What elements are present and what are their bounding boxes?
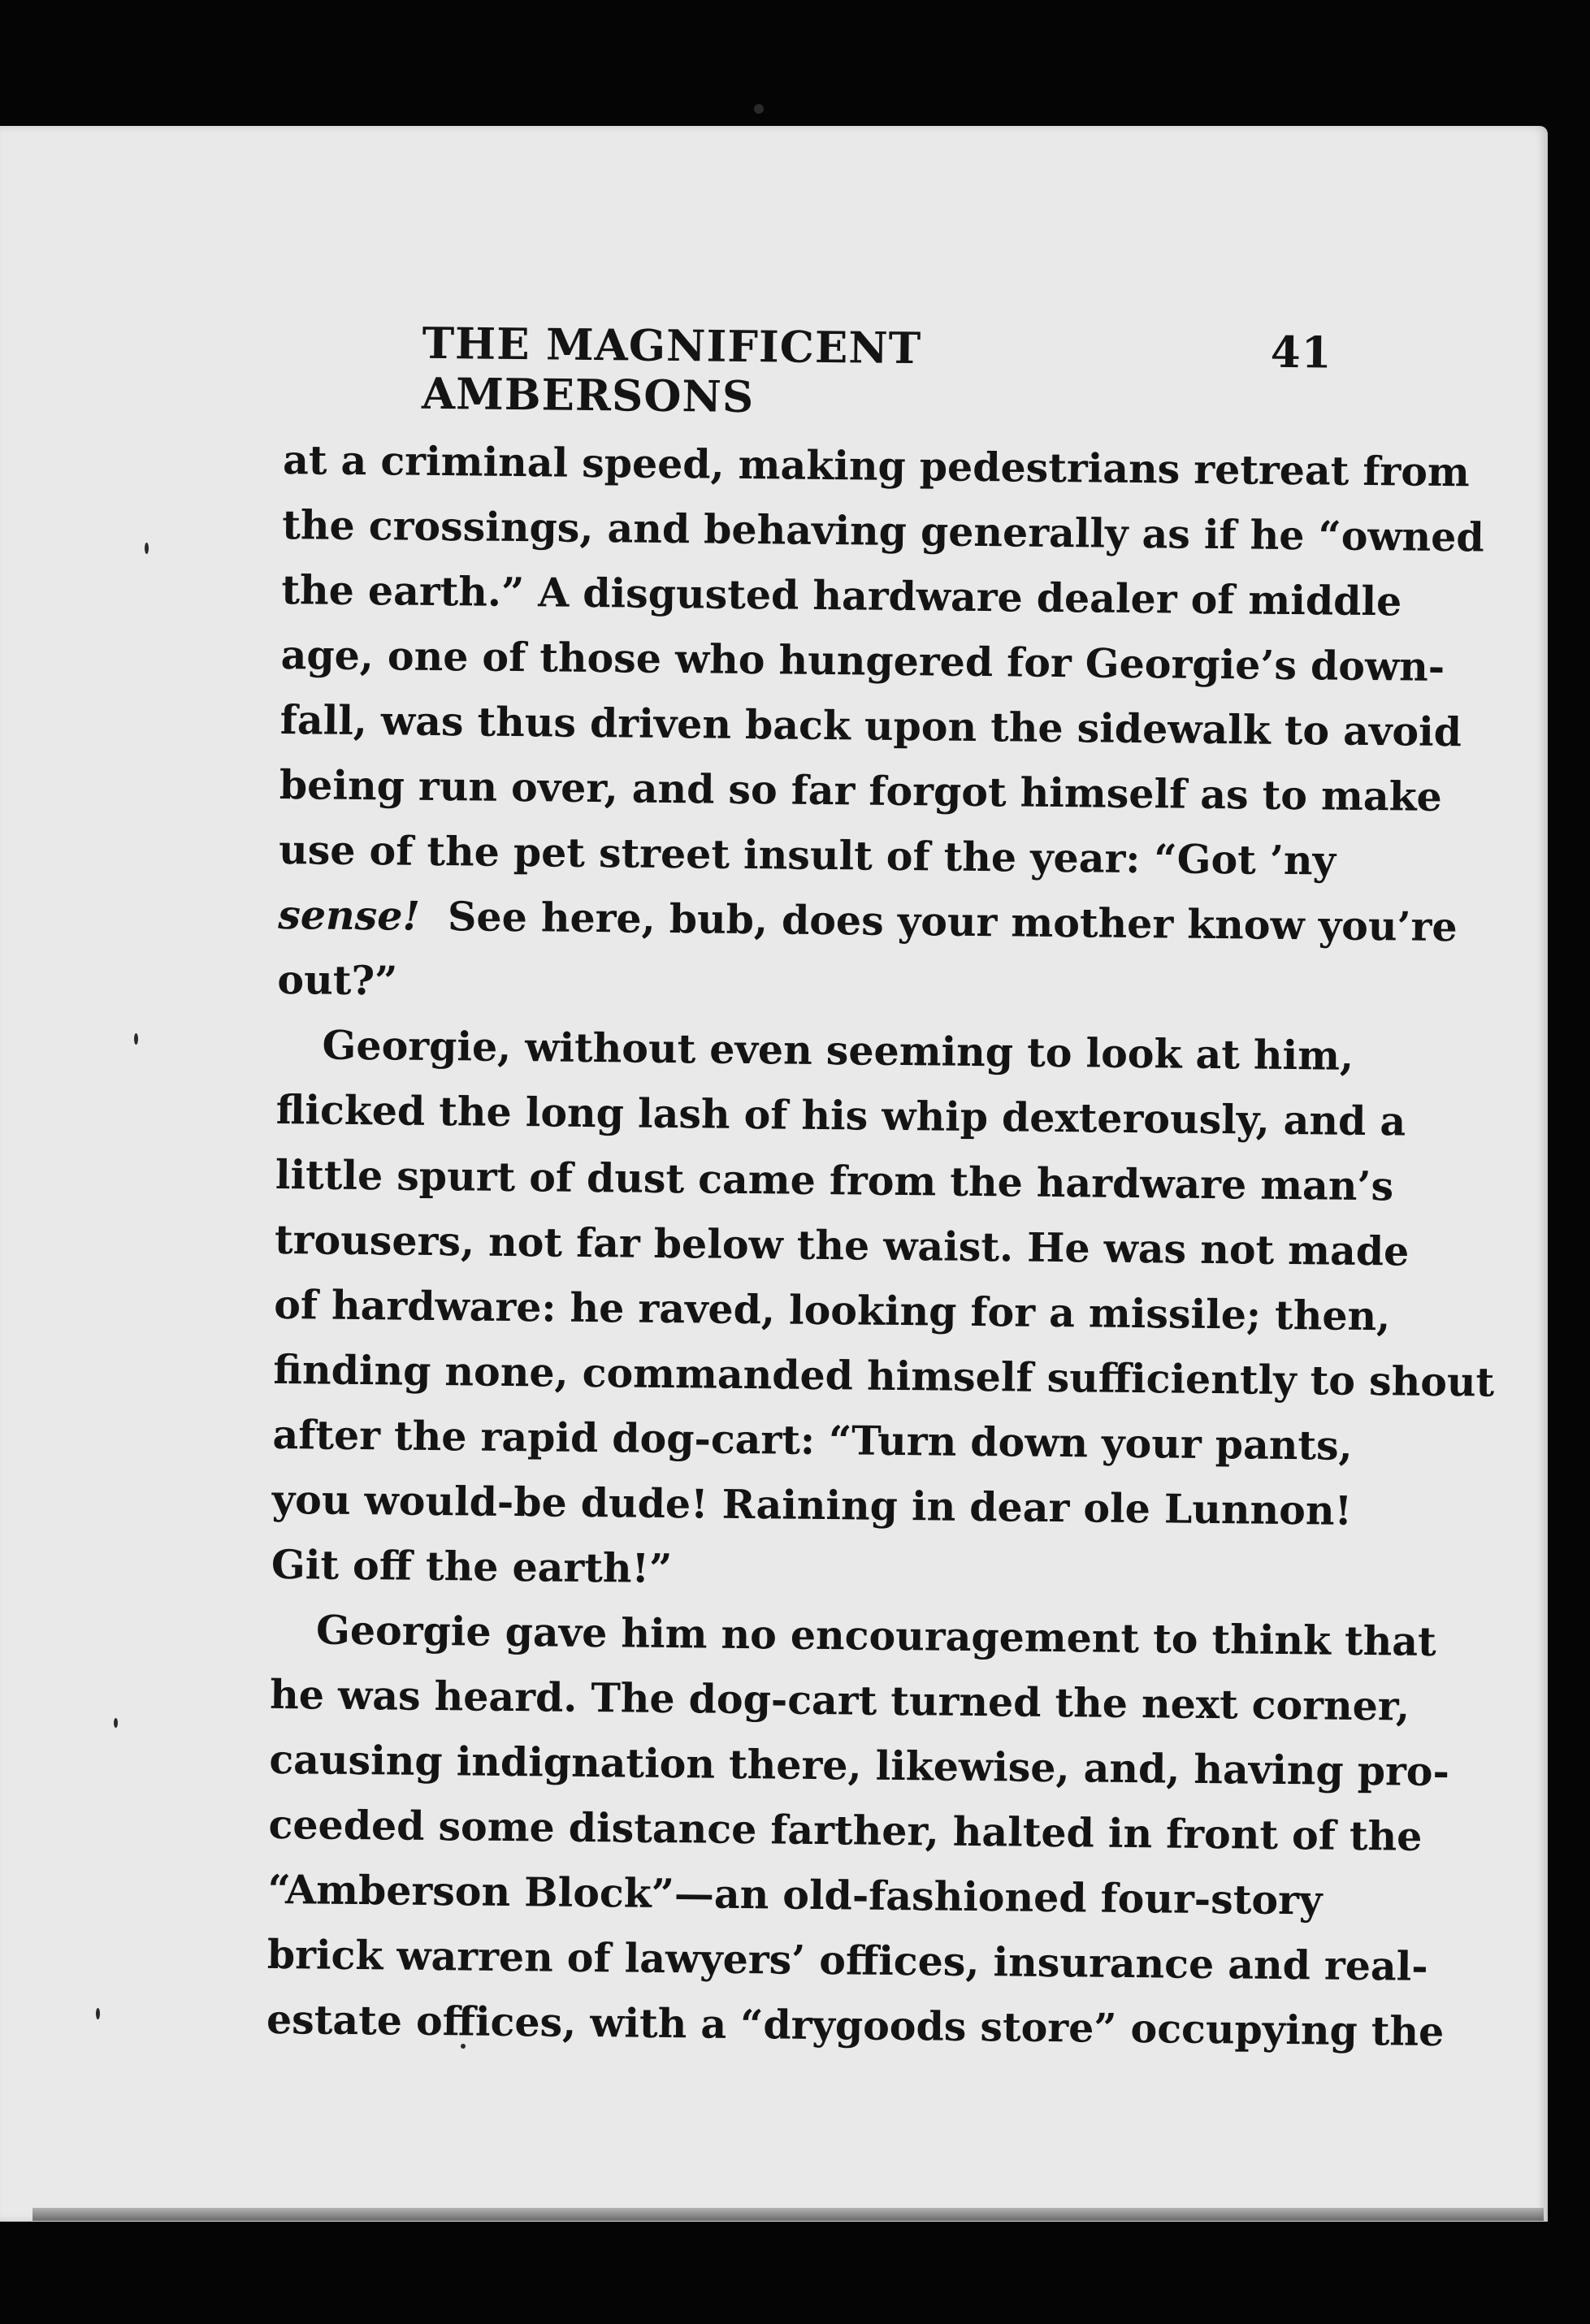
page-text [266, 317, 1495, 2062]
text-line: after the rapid dog-cart: “Turn down your pants, [272, 1410, 1353, 1469]
dust-speck [134, 1033, 138, 1045]
text-line: the crossings, and behaving generally as if he “owned [282, 500, 1484, 561]
text-line: of hardware: he raved, looking for a missile; then, [273, 1280, 1391, 1340]
text-line: causing indignation there, likewise, and, having pro- [269, 1735, 1450, 1796]
text-line: brick warren of lawyers’ offices, insurance and real- [266, 1930, 1428, 1990]
dust-speck [754, 104, 764, 114]
text-line: finding none, commanded himself sufficiently to shout [273, 1345, 1495, 1406]
book-title-header: THE MAGNIFICENT AMBERSONS [421, 318, 922, 423]
text-line: estate offices, with a “drygoods store” occupying the [266, 1995, 1445, 2056]
italic-word: sense! [277, 890, 421, 940]
text-line: trousers, not far below the waist. He was not made [274, 1215, 1410, 1275]
text-line: Georgie gave him no encouragement to think that [315, 1606, 1436, 1665]
text-line: use of the pet street insult of the year: “Got ’ny [278, 825, 1337, 885]
running-head [422, 318, 1332, 429]
dust-speck [96, 2008, 100, 2019]
text-line: age, one of those who hungered for Georgie’s down- [280, 630, 1445, 690]
text-line: Git off the earth!” [271, 1540, 673, 1593]
page-number: 41 [1270, 327, 1332, 379]
paragraph-3 [266, 1597, 1450, 2062]
dust-speck [145, 543, 149, 554]
text-line: out?” [277, 955, 398, 1005]
paragraph-1 [277, 427, 1484, 1023]
text-line [277, 882, 1458, 959]
text-line: “Amberson Block”—an old-fashioned four-story [267, 1865, 1323, 1924]
text-line: ceeded some distance farther, halted in front of the [268, 1800, 1423, 1860]
text-line: being run over, and so far forgot himself as to make [279, 760, 1443, 820]
text-line: Georgie, without even seeming to look at him, [322, 1021, 1354, 1080]
paragraph-2 [271, 1012, 1495, 1608]
text-line: fall, was thus driven back upon the sidewalk to avoid [279, 695, 1462, 756]
text-line: you would-be dude! Raining in dear ole Lunnon! [271, 1475, 1353, 1534]
text-line: he was heard. The dog-cart turned the next corner, [269, 1670, 1410, 1730]
text-line-rest: See here, bub, does your mother know you’re [447, 893, 1458, 951]
page-stack-edge [32, 2208, 1544, 2221]
dust-speck [114, 1718, 118, 1728]
text-line: at a criminal speed, making pedestrians retreat from [282, 435, 1471, 496]
text-line: flicked the long lash of his whip dexterously, and a [275, 1085, 1406, 1145]
text-line: the earth.” A disgusted hardware dealer of middle [281, 565, 1402, 625]
text-line: little spurt of dust came from the hardware man’s [275, 1150, 1394, 1210]
